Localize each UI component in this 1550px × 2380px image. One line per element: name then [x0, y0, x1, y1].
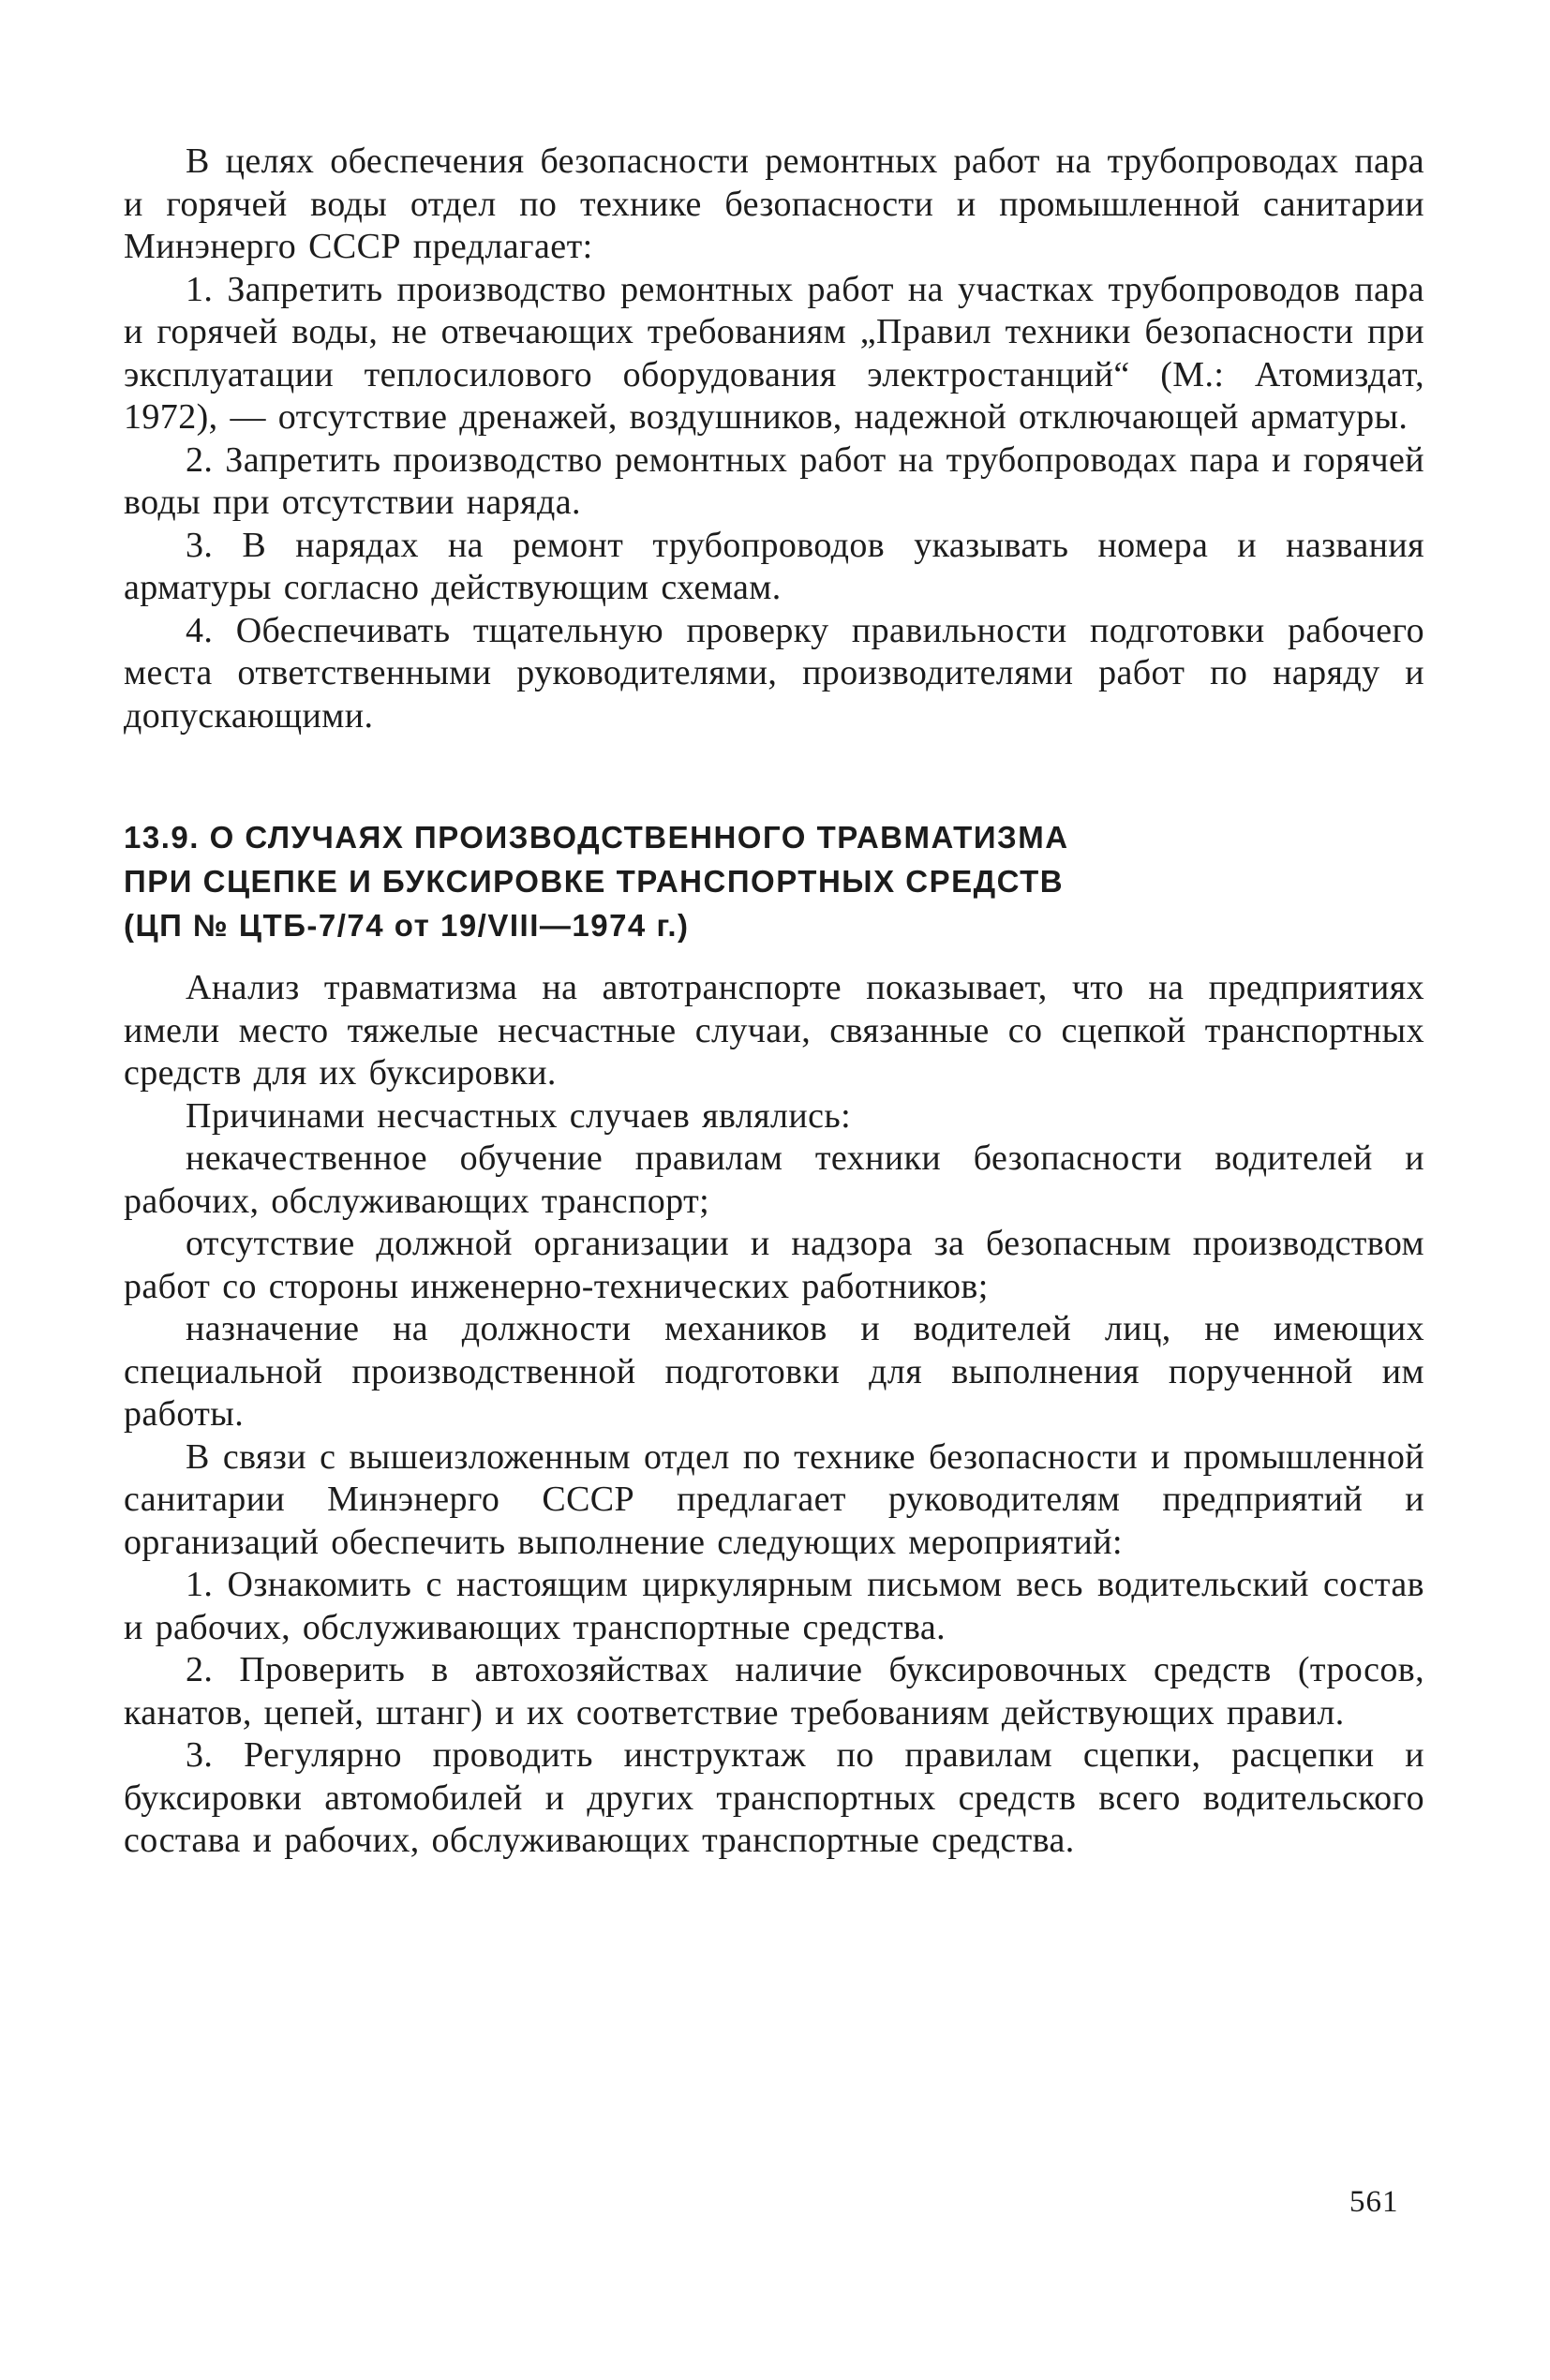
causes-intro: Причинами несчастных случаев являлись: — [186, 1095, 852, 1136]
intro-paragraph: В целях обеспечения безопасности ремонтных работ на трубопроводах пара и горячей воды отдел по технике безопасности и промышленной санитарии Минэнерго СССР предлагает: — [124, 141, 1424, 266]
intro-section — [124, 141, 1424, 737]
measure-2: 2. Проверить в автохозяйствах наличие буксировочных средств (тросов, канатов, цепей, штанг) и их соответствие требованиям действующих правил. — [124, 1650, 1424, 1733]
heading-line-1: 13.9. О СЛУЧАЯХ ПРОИЗВОДСТВЕННОГО ТРАВМАТИЗМА — [124, 820, 1069, 855]
intro-item-3: 3. В нарядах на ремонт трубопроводов указывать номера и названия арматуры согласно действующим схемам. — [124, 525, 1424, 607]
section-heading — [124, 815, 1424, 947]
intro-item-1: 1. Запретить производство ремонтных работ на участках трубопроводов пара и горячей воды, не отвечающих требованиям „Правил техники безопасности при эксплуатации теплосилового оборудования электростанций“ (М.: Атомиздат, 1972), — отсутствие дренажей, воздушников, надежной отключающей арматуры. — [124, 269, 1424, 437]
intro-item-4: 4. Обеспечивать тщательную проверку правильности подготовки рабочего места ответственными руководителями, производителями работ по наряду и допускающими. — [124, 610, 1424, 736]
section-body — [124, 967, 1424, 1863]
heading-line-3: (ЦП № ЦТБ-7/74 от 19/VIII—1974 г.) — [124, 908, 690, 943]
measure-3: 3. Регулярно проводить инструктаж по правилам сцепки, расцепки и буксировки автомобилей и других транспортных средств всего водительского состава и рабочих, обслуживающих транспортные средства. — [124, 1735, 1424, 1860]
analysis-paragraph: Анализ травматизма на автотранспорте показывает, что на предприятиях имели место тяжелые несчастные случаи, связанные со сцепкой транспортных средств для их буксировки. — [124, 968, 1424, 1093]
heading-line-2: ПРИ СЦЕПКЕ И БУКСИРОВКЕ ТРАНСПОРТНЫХ СРЕДСТВ — [124, 864, 1065, 899]
measure-1: 1. Ознакомить с настоящим циркулярным письмом весь водительский состав и рабочих, обслуживающих транспортные средства. — [124, 1565, 1424, 1647]
page-number: 561 — [1349, 2185, 1399, 2219]
intro-item-2: 2. Запретить производство ремонтных работ на трубопроводах пара и горячей воды при отсутствии наряда. — [124, 439, 1424, 522]
cause-3: назначение на должности механиков и водителей лиц, не имеющих специальной производственной подготовки для выполнения порученной им работы. — [124, 1309, 1424, 1434]
cause-1: некачественное обучение правилам техники безопасности водителей и рабочих, обслуживающих транспорт; — [124, 1138, 1424, 1221]
proposal-paragraph: В связи с вышеизложенным отдел по технике безопасности и промышленной санитарии Минэнерго СССР предлагает руководителям предприятий и организаций обеспечить выполнение следующих мероприятий: — [124, 1436, 1424, 1562]
cause-2: отсутствие должной организации и надзора за безопасным производством работ со стороны инженерно-технических работников; — [124, 1224, 1424, 1306]
